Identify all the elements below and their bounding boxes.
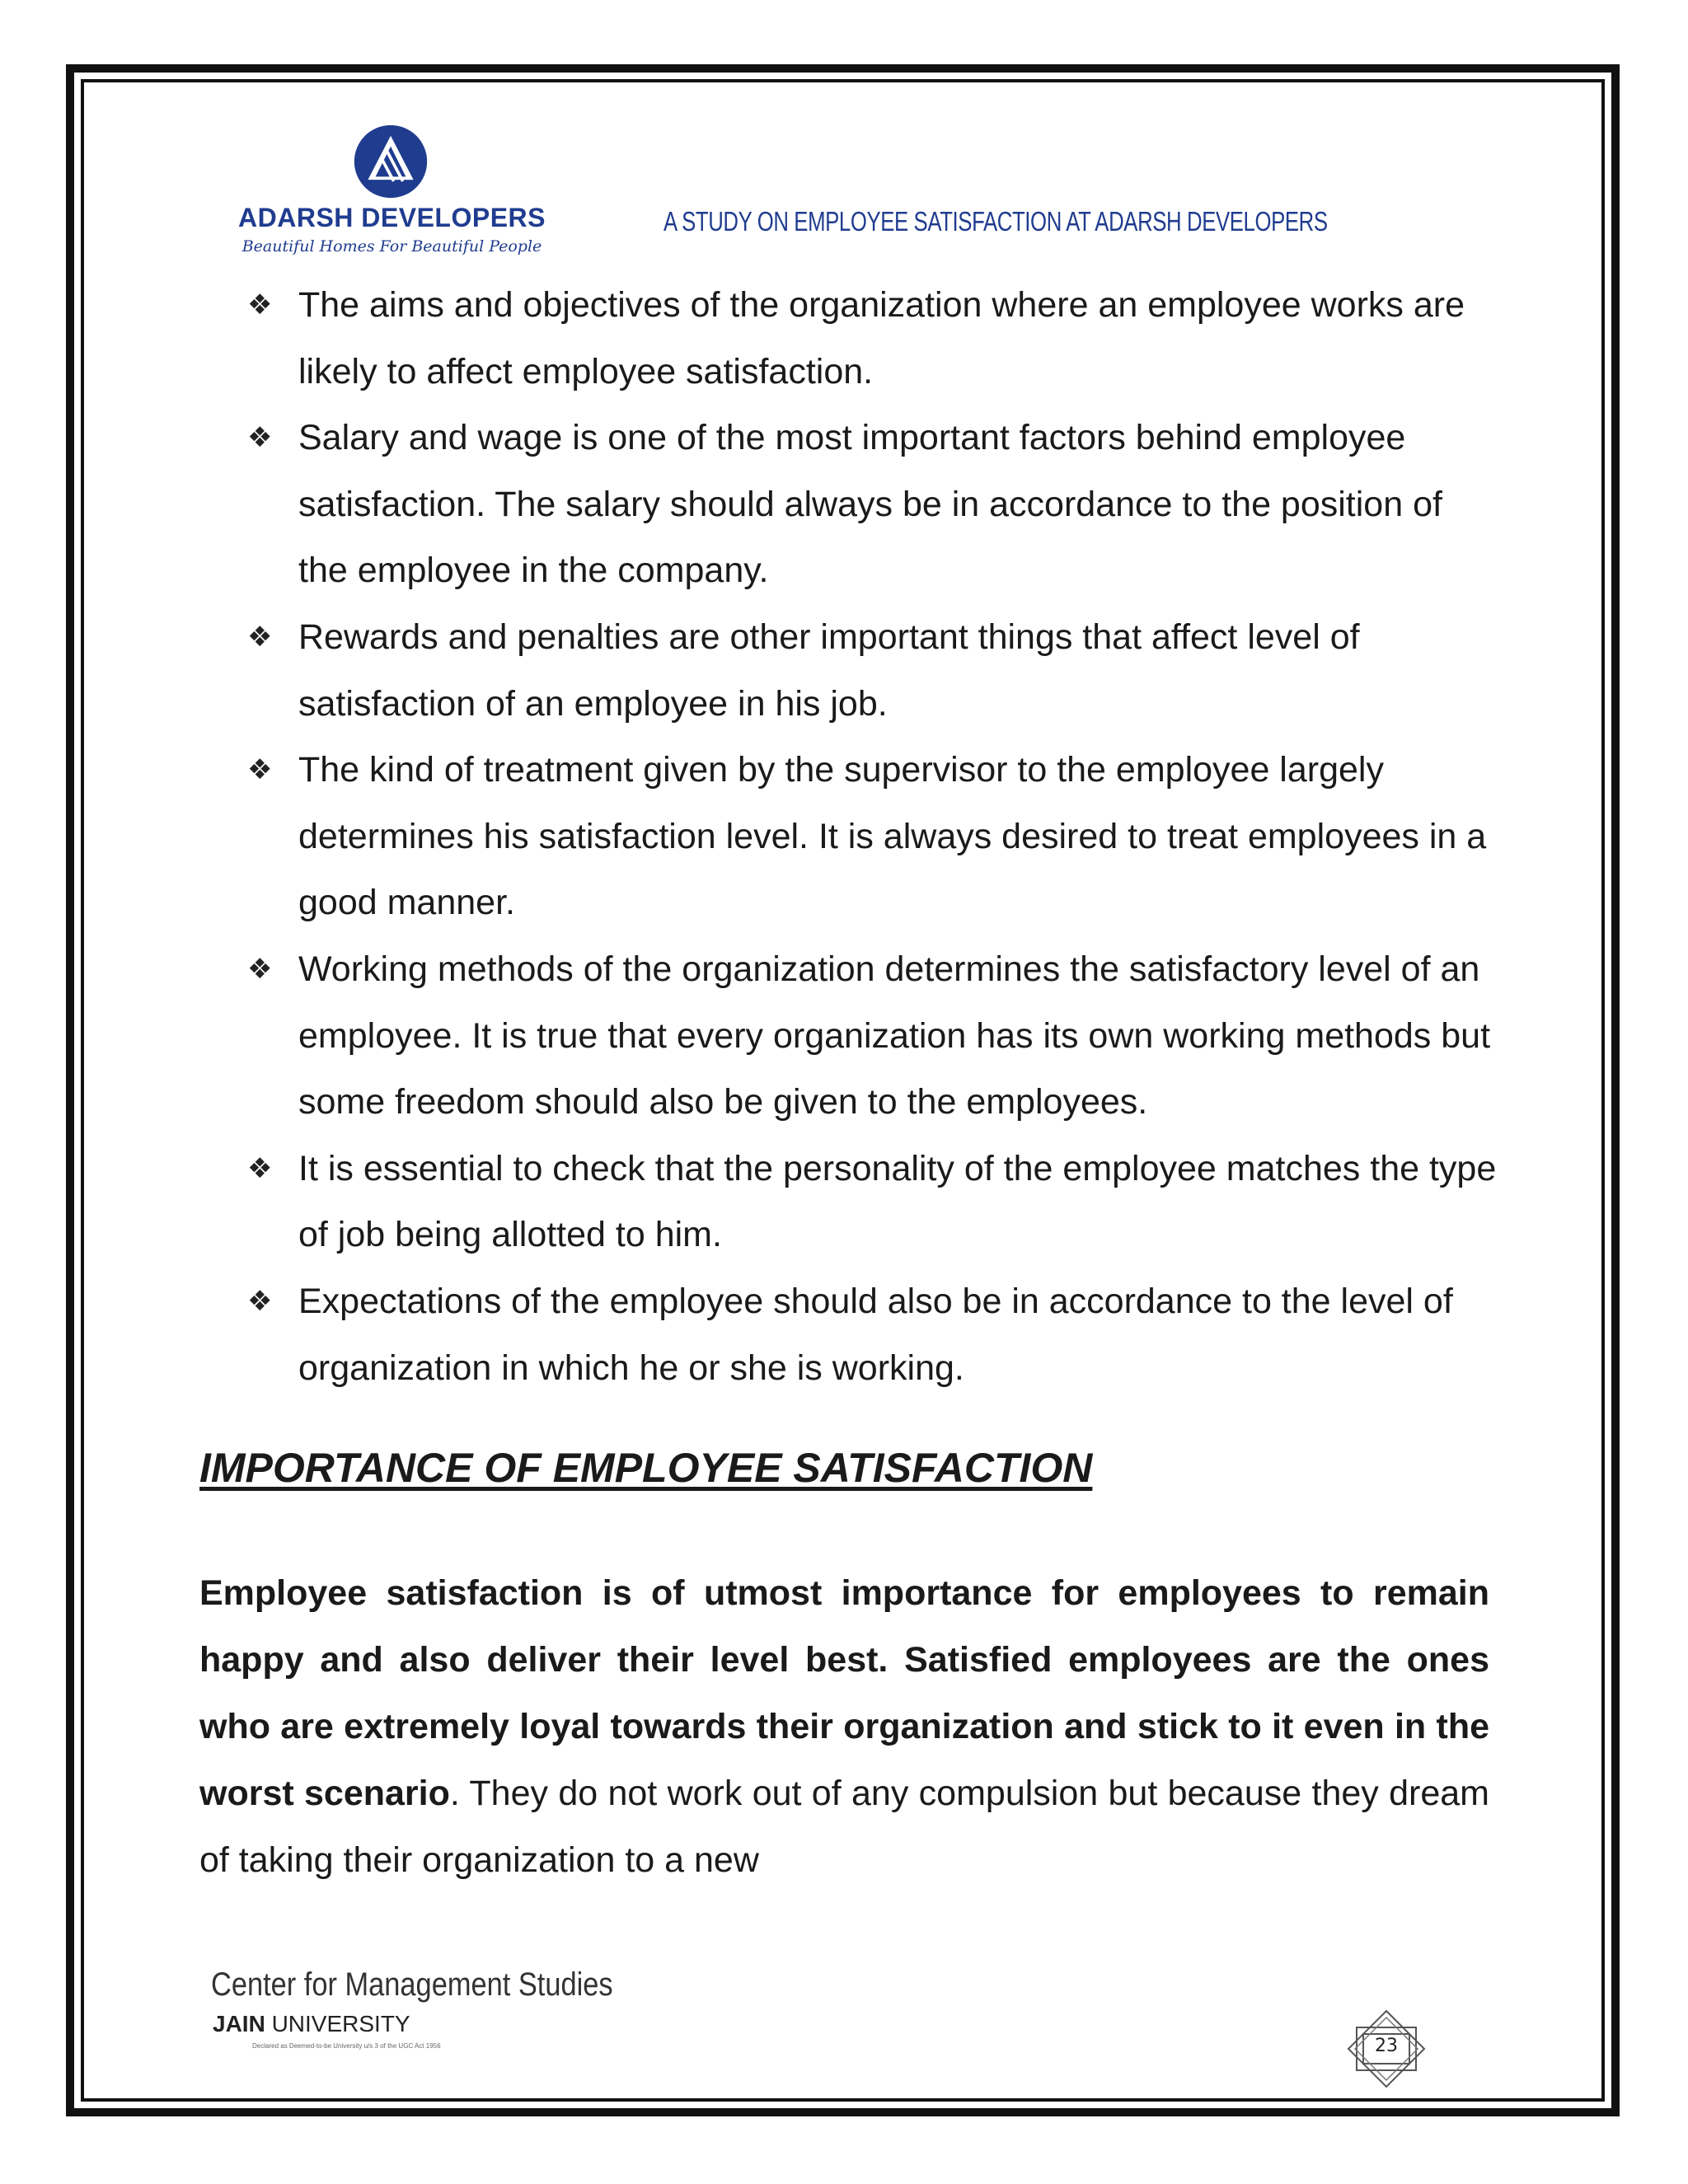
list-item-text: The aims and objectives of the organization where an employee works are likely to affect employee satisfaction. [298,285,1465,391]
list-item [247,1136,1500,1268]
list-item-text: Rewards and penalties are other important things that affect level of satisfaction of an employee in his job. [298,616,1360,724]
list-item-text: Salary and wage is one of the most important factors behind employee satisfaction. The salary should always be in accordance to the position of the employee in the company. [298,418,1442,591]
diamond-bullet-icon: ❖ [247,289,273,321]
list-item-text: The kind of treatment given by the supervisor to the employee largely determines his satisfaction level. It is always desired to treat employees in a good manner. [298,750,1487,923]
logo-tagline: Beautiful Homes For Beautiful People [241,237,542,255]
footer-note: Declared as Deemed-to-be University u/s 3 of the UGC Act 1956 [252,2042,441,2050]
paragraph-bold-text: Employee satisfaction is of utmost importance for employees to remain happy and also deliver their level best. Satisfied employees are the ones who are extremely loyal towards their organization and stick to it even in the worst scenario [199,1573,1489,1813]
logo-emblem-icon [353,124,429,199]
footer-university-bold: JAIN [213,2011,265,2036]
list-item [247,604,1500,737]
section-heading: IMPORTANCE OF EMPLOYEE SATISFACTION [199,1445,1093,1491]
page-number: 23 [1375,2036,1398,2056]
footer-org-name: Center for Management Studies [211,1966,613,2003]
list-item-text: It is essential to check that the personality of the employee matches the type of job being allotted to him. [298,1148,1497,1255]
list-item [247,737,1500,936]
diamond-bullet-icon: ❖ [247,1285,273,1317]
logo-company-name: ADARSH DEVELOPERS [238,203,546,232]
factor-list [247,272,1500,1401]
company-logo [221,117,563,265]
list-item [247,936,1500,1136]
diamond-bullet-icon: ❖ [247,1152,273,1184]
paragraph-text: . They do not work out of any compulsion but because they dream of taking their organization to a new [199,1774,1489,1880]
list-item [247,272,1500,405]
diamond-bullet-icon: ❖ [247,953,273,985]
list-item [247,405,1500,604]
list-item-text: Expectations of the employee should also be in accordance to the level of organization in which he or she is working. [298,1281,1453,1388]
section-paragraph [199,1560,1489,1894]
footer-university [213,2011,410,2037]
footer-university-rest: UNIVERSITY [265,2011,410,2036]
diamond-bullet-icon: ❖ [247,422,273,454]
study-title: A STUDY ON EMPLOYEE SATISFACTION AT ADARSH DEVELOPERS [663,206,1328,237]
list-item-text: Working methods of the organization determines the satisfactory level of an employee. It is true that every organization has its own working methods but some freedom should also be given to the employees. [298,949,1491,1122]
diamond-bullet-icon: ❖ [247,754,273,786]
list-item [247,1268,1500,1401]
diamond-bullet-icon: ❖ [247,621,273,653]
